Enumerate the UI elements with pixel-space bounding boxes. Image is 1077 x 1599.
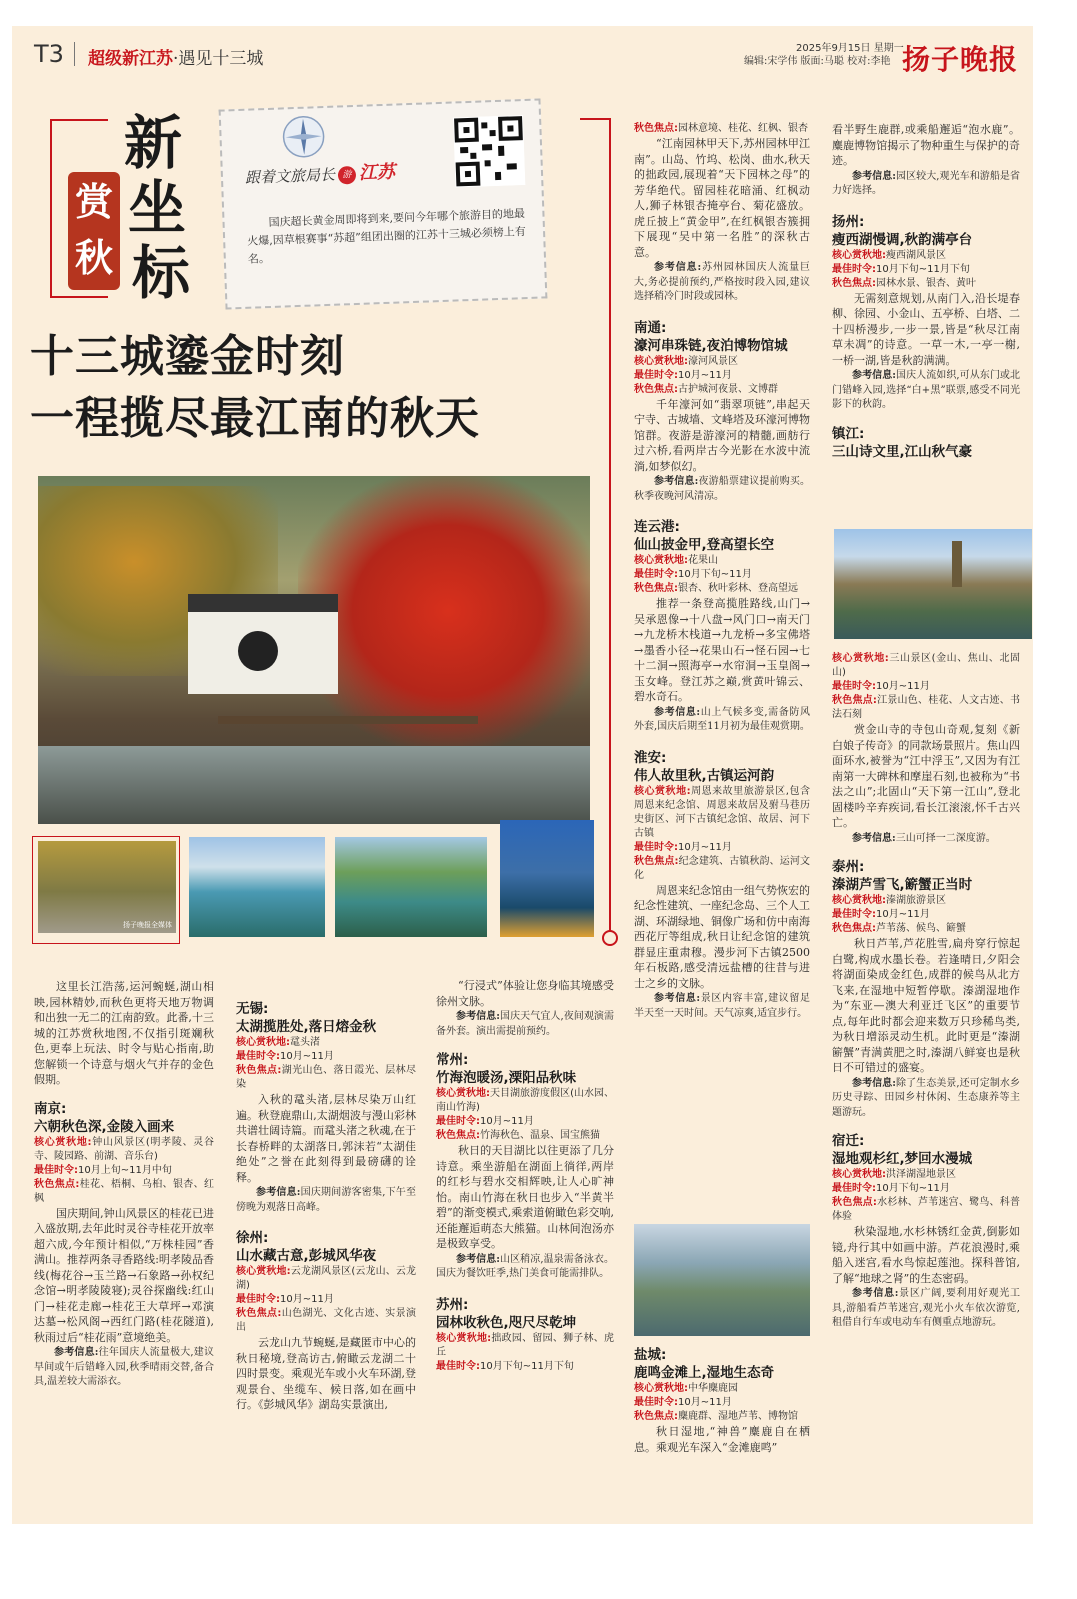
value: 桂花、梧桐、乌桕、银杏、红枫 [34,1178,215,1204]
yancheng-city: 盐城: [634,1347,667,1363]
label: 最佳时令: [634,1397,678,1408]
label: 最佳时令: [832,681,876,692]
suzhou-time [436,1360,614,1374]
value: 往年国庆人流量极大,建议早间或午后错峰入园,秋季晴雨交替,备合具,温差较大需添衣。 [34,1347,214,1387]
value: 拙政园、留园、狮子林、虎丘 [436,1332,615,1358]
yancheng-ref [832,170,1020,199]
xuzhou-time [236,1293,416,1307]
value: 中华麋鹿园 [688,1383,738,1394]
changzhou-ref [436,1253,614,1282]
wuxi-body: 入秋的鼋头渚,层林尽染万山红遍。秋登鹿鼎山,太湖烟波与漫山彩林共谱壮阔诗篇。而鼋头渚之秋魂,在于长春桥畔的太湖落日,郭沫若“太湖佳绝处”之誉在此刻得到最磅礴的诠释。 [236,1093,416,1184]
photo-night [500,820,594,937]
value: 古护城河夜景、文博群 [678,383,778,395]
value: 花果山 [688,555,718,566]
label: 秋色焦点: [34,1178,80,1190]
suqian-subtitle: 湿地观杉红,梦回水漫城 [832,1151,973,1167]
label: 最佳时令: [832,263,876,275]
yangzhou-ref [832,369,1020,413]
yangzhou-subtitle: 瘦西湖慢调,秋韵满亭台 [832,231,973,248]
lianyungang-spot [634,554,810,568]
suzhou-ref [634,261,810,305]
label: 参考信息: [654,993,701,1004]
label: 核心赏秋地: [832,653,889,664]
xuzhou-ref [436,1010,614,1039]
title-frame [609,118,611,936]
nanjing-ref [34,1346,214,1390]
label: 核心赏秋地: [236,1266,291,1277]
editors: 编辑:宋学伟 版面:马聪 校对:李艳 [744,56,891,67]
value: 洪泽湖湿地景区 [886,1169,956,1180]
label: 秋色焦点: [634,1411,678,1422]
label: 参考信息: [456,1011,500,1022]
label: 参考信息: [852,370,896,381]
section-title [88,44,263,69]
label: 最佳时令: [832,1183,876,1194]
label: 核心赏秋地: [832,249,886,261]
zhenjiang-focus [832,694,1020,722]
changzhou-subtitle: 竹海泡暖汤,溧阳品秋味 [436,1070,577,1086]
nanjing-subtitle: 六朝秋色深,金陵入画来 [34,1118,175,1135]
badge-shangqiu [68,172,120,290]
value: 银杏、秋叶彩林、登高望远 [678,583,798,594]
lianyungang-body: 推荐一条登高揽胜路线,山门→吴承恩像→十八盘→风门口→南天门→九龙桥木栈道→九龙桥→多宝佛塔→墨香小径→花果山石→怪石园→七十二洞→照海亭→水帘洞→玉皇阁→玉女峰。登江苏之巅,赏黄叶锦云、碧水奇石。 [634,597,810,703]
wuxi-focus [236,1064,416,1092]
label: 秋色焦点: [436,1130,480,1141]
badge-frame [50,296,108,298]
suzhou-body: “江南园林甲天下,苏州园林甲江南”。山岛、竹坞、松岗、曲水,秋天的拙政园,展现着“天下园林之母”的芳华绝代。留园桂花暗涌、红枫动人,狮子林银杏掩亭台、菊花盛放。虎丘披上“黄金甲”,在红枫银杏簇拥下展现“吴中第一名胜”的深秋古意。 [634,137,810,259]
value: 瘦西湖风景区 [886,249,946,261]
label: 秋色焦点: [832,1197,877,1208]
label: 参考信息: [654,476,699,487]
suzhou-subtitle: 园林收秋色,咫尺尽乾坤 [436,1314,577,1331]
nanjing-city: 南京: [34,1100,67,1117]
photo-credit: 扬子晚报全媒体 [123,921,172,929]
value: 三山可择一二深度游。 [895,832,996,844]
photo-zhenjiang [834,529,1032,639]
xuzhou-city: 徐州: [236,1230,269,1246]
nantong-time [634,369,810,383]
label: 秋色焦点: [832,277,876,289]
label: 最佳时令: [634,569,678,580]
yancheng-body-cont: 看半野生鹿群,或乘船邂逅“泡水鹿”。麋鹿博物馆揭示了物种重生与保护的奇迹。 [832,123,1020,167]
yangzhou-focus [832,277,1020,291]
huaian-title [634,749,810,785]
nanjing-body: 国庆期间,钟山风景区的桂花已进入盛放期,去年此时灵谷寺桂花开放率超六成,今年预计相似,“万株桂园”香满山。推荐两条寻香路线:明孝陵品香线(梅花谷→玉兰路→石象路→孙权纪念馆→明孝陵陵寝);灵谷探幽线:红山门→桂花走廊→桂花王大草坪→邓演达墓→松风阁→西红门路(桂花隧道),秋雨过后“桂花雨”意境绝美。 [34,1206,214,1344]
column-1 [34,979,214,1390]
value: 国庆人流如织,可从东门或北门错峰入园,选择“白+黑”联票,感受不同光影下的秋韵。 [832,370,1020,410]
nantong-ref [634,475,810,504]
label: 最佳时令: [34,1164,78,1176]
yancheng-focus [634,1410,810,1424]
column-5b [832,652,1020,1331]
yancheng-body: 秋日湿地,“神兽”麋鹿自在栖息。乘观光车深入“金滩鹿鸣” [634,1425,810,1454]
badge-xin: 新 [124,109,183,177]
issue-info [744,42,904,68]
suzhou-title [436,1296,614,1332]
wuxi-spot [236,1036,416,1050]
value: 园林水景、银杏、黄叶 [876,277,976,289]
huaian-ref [634,992,810,1021]
changzhou-time [436,1115,614,1129]
label: 核心赏秋地: [634,785,691,797]
suzhou-focus [634,122,810,136]
value: 山上气候多变,需备防风外套,国庆后期至11月初为最佳观赏期。 [634,706,810,732]
value: 竹海秋色、温泉、国宝熊猫 [480,1130,600,1141]
page-header [12,26,1033,76]
title-frame [580,118,610,120]
column-2 [236,1000,416,1414]
suqian-spot [832,1168,1020,1182]
card-caption-b: 游 [338,166,357,185]
label: 最佳时令: [236,1294,280,1305]
taizhou-focus [832,922,1020,936]
intro-text: 这里长江浩荡,运河蜿蜒,湖山相映,园林精妙,而秋色更将天地万物调和出独一无二的江南韵致。此番,十三城的江苏赏秋地图,不仅指引斑斓秋色,更奉上玩法、时令与贴心指南,助您解锁一个诗意与烟火气并存的金色假期。 [34,980,214,1086]
headline-line1: 十三城鎏金时刻 [30,331,345,382]
photo-lake [335,837,487,937]
yangzhou-spot [832,249,1020,263]
label: 秋色焦点: [832,695,877,706]
value: 10月~11月 [480,1116,534,1127]
column-4 [634,122,810,1021]
lianyungang-focus [634,582,810,596]
label: 核心赏秋地: [634,355,688,367]
value: 芦苇荡、候鸟、簖蟹 [876,923,966,934]
zhenjiang-ref [832,832,1020,847]
zhenjiang-subtitle: 三山诗文里,江山秋气豪 [832,443,973,460]
xuzhou-focus [236,1307,416,1335]
value: 园区较大,观光车和游船是省力好选择。 [832,170,1020,196]
value: 江景山色、桂花、人文古迹、书法石刻 [832,695,1021,720]
value: 10月~11月 [280,1294,334,1305]
taizhou-spot [832,894,1020,908]
value: 云龙湖风景区(云龙山、云龙湖) [236,1266,417,1291]
xuzhou-subtitle: 山水藏古意,彭城风华夜 [236,1248,377,1264]
badge-zuo: 坐 [128,174,187,242]
value: 10月~11月 [678,841,732,853]
suqian-focus [832,1196,1020,1224]
label: 核心赏秋地: [34,1136,92,1148]
huaian-time [634,841,810,855]
zhenjiang-time [832,680,1020,694]
value: 周恩来故里旅游景区,包含周恩来纪念馆、周恩来故居及驸马巷历史街区、河下古镇纪念馆、故居、河下古镇 [634,785,810,839]
value: 10月下旬~11月 [678,569,752,580]
taizhou-subtitle: 溱湖芦雪飞,簖蟹正当时 [832,877,973,893]
suqian-title [832,1132,1020,1168]
label: 最佳时令: [634,841,678,853]
label: 秋色焦点: [236,1065,282,1076]
value: 园林意境、桂花、红枫、银杏 [678,123,808,134]
label: 核心赏秋地: [634,1383,688,1394]
label: 秋色焦点: [236,1308,282,1319]
badge-frame [50,119,108,121]
column-5 [832,122,1020,461]
wuxi-subtitle: 太湖揽胜处,落日熔金秋 [236,1019,377,1035]
yangzhou-city: 扬州: [832,213,865,230]
changzhou-title [436,1051,614,1087]
huaian-focus [634,855,810,883]
section-name: 超级新江苏 [88,49,173,69]
lianyungang-ref [634,706,810,735]
xuzhou-spot [236,1265,416,1293]
changzhou-city: 常州: [436,1052,469,1068]
value: 10月上旬~11月中旬 [78,1164,172,1176]
taizhou-city: 泰州: [832,859,865,875]
label: 核心赏秋地: [236,1037,290,1048]
value: 10月~11月 [678,369,732,381]
wuxi-city: 无锡: [236,1001,269,1017]
taizhou-ref [832,1077,1020,1121]
label: 秋色焦点: [634,583,678,594]
card-caption [244,158,395,189]
badge-frame [50,119,52,297]
compass-icon [281,114,327,160]
value: 钟山风景区(明孝陵、灵谷寺、陵园路、前湖、音乐台) [34,1136,215,1162]
label: 参考信息: [654,262,702,273]
label: 核心赏秋地: [832,1169,886,1180]
label: 参考信息: [54,1347,99,1358]
badge-biao: 标 [132,239,191,307]
label: 秋色焦点: [634,123,678,134]
suzhou-city: 苏州: [436,1296,469,1313]
taizhou-title [832,858,1020,894]
nanjing-time [34,1164,214,1178]
wuxi-time [236,1050,416,1064]
label: 参考信息: [456,1253,500,1265]
card-caption-a: 跟着文旅局长 [244,165,336,187]
label: 参考信息: [654,706,701,718]
huaian-body: 周恩来纪念馆由一组气势恢宏的纪念性建筑、一座纪念岛、三个人工湖、环湖绿地、铜像广场和仿中南海西花厅等组成,秋日让纪念馆的建筑群显庄重肃穆。漫步河下古镇2500年石板路,感受清远盐槽的往昔与进士之乡的文脉。 [634,883,810,990]
value: 10月下旬~11月 [876,1183,950,1194]
yancheng-title [634,1346,810,1382]
zhenjiang-body: 赏金山寺的寺包山奇观,复刻《新白娘子传奇》的同款场景照片。焦山四面环水,被誉为“江中浮玉”,又因为有江南第一大碑林和摩崖石刻,也被称为“书法之山”;北固山“天下第一江山”,登北固楼吟辛弃疾词,看长江滚滚,怀千古兴亡。 [832,723,1020,829]
value: 天目湖旅游度假区(山水园、南山竹海) [436,1088,615,1113]
card-caption-c: 江苏 [358,161,396,184]
label: 核心赏秋地: [436,1088,491,1099]
nanjing-spot [34,1136,214,1164]
value: 10月下旬~11月下旬 [876,263,970,275]
huaian-subtitle: 伟人故里秋,古镇运河韵 [634,767,775,784]
value: 夜游船票建议提前购买。秋季夜晚河风清凉。 [634,476,810,502]
label: 最佳时令: [436,1116,480,1127]
label: 核心赏秋地: [832,895,886,906]
suqian-body: 秋染湿地,水杉林锈红金黄,倒影如镜,舟行其中如画中游。芦花浪漫时,乘船入迷宫,看水鸟惊起莲池。探科普馆,了解“地球之肾”的生态密码。 [832,1225,1020,1285]
nantong-title [634,319,810,355]
xuzhou-body: 云龙山九节蜿蜒,是藏匿市中心的秋日秘境,登高访古,俯瞰云龙湖二十四时景变。乘观光车或小火车环湖,登观景台、坐缆车、候日落,如在画中行。《彭城风华》湖岛实景演出, [236,1336,416,1411]
nantong-subtitle: 濠河串珠链,夜泊博物馆城 [634,337,788,354]
newspaper-logo: 扬子晚报 [902,43,1019,76]
newspaper-page [12,26,1033,1524]
label: 参考信息: [256,1187,301,1198]
label: 最佳时令: [236,1051,280,1062]
value: 三山景区(金山、焦山、北固山) [832,653,1021,678]
value: 纪念建筑、古镇秋韵、运河文化 [634,855,811,881]
column-4b [634,1346,810,1456]
value: 国庆期间游客密集,下午至傍晚为观落日高峰。 [236,1187,416,1213]
nanjing-title [34,1100,214,1136]
xuzhou-title [236,1229,416,1265]
xuzhou-body-cont: “行浸式”体验让您身临其境感受徐州文脉。 [436,979,614,1008]
main-photo [38,476,590,824]
value: 濠河风景区 [688,355,738,367]
yancheng-spot [634,1382,810,1396]
value: 10月~11月 [678,1397,732,1408]
value: 苏州园林国庆人流量巨大,务必提前预约,严格按时段入园,建议选择稍冷门时段或园林。 [634,262,811,302]
value: 景区内容丰富,建议留足半天至一天时间。天气凉爽,适宜步行。 [634,993,810,1019]
yancheng-time [634,1396,810,1410]
label: 核心赏秋地: [634,555,688,566]
huaian-spot [634,785,810,841]
value: 水杉林、芦苇迷宫、鹭鸟、科普体验 [832,1197,1021,1222]
value: 景区广阔,要利用好观光工具,游船看芦苇迷宫,观光小火车依次游览,租借自行车或电动车有侧重点地游玩。 [832,1288,1020,1328]
frame-dot-icon [602,930,618,946]
yancheng-subtitle: 鹿鸣金滩上,湿地生态奇 [634,1365,775,1381]
lianyungang-city: 连云港: [634,519,680,535]
lianyungang-title [634,518,810,554]
changzhou-focus [436,1129,614,1143]
page-number: T3 [34,40,64,68]
changzhou-spot [436,1087,614,1115]
label: 核心赏秋地: [436,1332,492,1344]
label: 参考信息: [852,832,896,844]
huaian-city: 淮安: [634,749,667,766]
yangzhou-time [832,263,1020,277]
label: 最佳时令: [634,369,678,381]
label: 最佳时令: [832,909,876,920]
section-subname: ·遇见十三城 [173,49,264,69]
value: 10月~11月 [876,681,930,692]
wuxi-title [236,1000,416,1036]
label: 参考信息: [852,1288,899,1299]
photo-nanjing [38,841,176,933]
value: 溱湖旅游景区 [886,895,946,906]
value: 国庆天气宜人,夜间观演需备外套。演出需提前预约。 [436,1011,614,1037]
changzhou-body: 秋日的天目湖比以往更添了几分诗意。乘坐游船在湖面上徜徉,两岸的红杉与碧水交相辉映,让人心旷神怡。南山竹海在秋日也步入“半黄半碧”的渐变模式,乘索道俯瞰色彩交响,还能邂逅萌态大熊猫。山林间泡汤亦是极致享受。 [436,1144,614,1250]
value: 除了生态美景,还可定制水乡历史寻踪、田园乡村休闲、生态康养等主题游玩。 [832,1077,1020,1118]
nantong-focus [634,383,810,397]
zhenjiang-title [832,425,1020,461]
label: 秋色焦点: [634,855,679,867]
taizhou-time [832,908,1020,922]
value: 10月下旬~11月下旬 [480,1360,574,1372]
lianyungang-subtitle: 仙山披金甲,登高望长空 [634,537,775,553]
label: 参考信息: [852,170,896,182]
suqian-time [832,1182,1020,1196]
nantong-body: 千年濠河如“翡翠项链”,串起天宁寺、古城墙、文峰塔及环濠河博物馆群。夜游是游濠河的精髓,画舫行过六桥,看两岸古今光影在水波中流淌,如梦似幻。 [634,397,810,473]
zhenjiang-spot [832,652,1020,680]
value: 麋鹿群、湿地芦苇、博物馆 [678,1411,798,1422]
value: 山色湖光、文化古迹、实景演出 [236,1308,417,1333]
label: 参考信息: [852,1077,896,1089]
suqian-city: 宿迁: [832,1133,865,1149]
qr-code-icon [453,115,525,187]
value: 10月~11月 [280,1051,334,1062]
label: 秋色焦点: [634,383,678,395]
label: 最佳时令: [436,1360,480,1372]
label: 秋色焦点: [832,923,876,934]
card-text: 国庆超长黄金周即将到来,要问今年哪个旅游目的地最火爆,因草根赛事“苏超”组团出圈的江苏十三城必须榜上有名。 [246,207,527,266]
headline [30,326,480,450]
value: 山区稍凉,温泉需备泳衣。国庆为餐饮旺季,热门美食可能需排队。 [436,1253,614,1279]
nanjing-focus [34,1178,214,1206]
zhenjiang-city: 镇江: [832,425,865,442]
nantong-city: 南通: [634,319,667,336]
postcard [219,98,548,309]
value: 湖光山色、落日霞光、层林尽染 [236,1065,417,1090]
lianyungang-time [634,568,810,582]
divider [74,42,75,66]
yangzhou-body: 无需刻意规划,从南门入,沿长堤春柳、徐园、小金山、五亭桥、白塔、二十四桥漫步,一步一景,皆是“秋尽江南草未凋”的诗意。一草一木,一亭一榭,一桥一湖,皆是秋韵满满。 [832,291,1020,367]
column-3 [436,978,614,1374]
badge-shang: 赏 [74,179,113,224]
value: 10月~11月 [876,909,930,920]
value: 鼋头渚 [290,1037,320,1048]
wuxi-ref [236,1186,416,1215]
photo-yancheng [634,1224,810,1336]
nantong-spot [634,355,810,369]
suqian-ref [832,1287,1020,1331]
taizhou-body: 秋日芦苇,芦花胜雪,扁舟穿行惊起白鹭,构成水墨长卷。若逢晴日,夕阳会将湖面染成金红色,成群的候鸟从北方飞来,在湿地中短暂停歇。溱湖湿地作为“东亚—澳大利亚迁飞区”的重要节点,每年此时都会迎来数万只珍稀鸟类,为秋日增添灵动生机。此时更是“溱湖簖蟹”青满黄肥之时,溱湖八鲜宴也是秋日不可错过的盛宴。 [832,937,1020,1074]
badge-qiu: 秋 [74,235,113,280]
headline-line2: 一程揽尽最江南的秋天 [30,393,480,444]
yangzhou-title [832,213,1020,249]
issue-date: 2025年9月15日 星期一 [796,43,904,54]
photo-wuxi [189,837,325,937]
suzhou-spot [436,1332,614,1360]
